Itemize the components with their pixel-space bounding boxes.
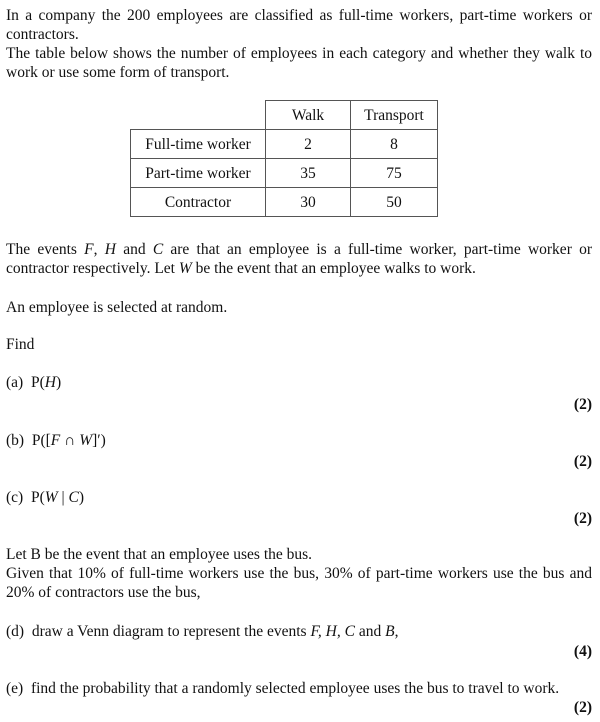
part-c: (c) P(W | C) <box>6 489 85 506</box>
row-label: Part-time worker <box>131 159 266 188</box>
employee-table <box>130 100 438 217</box>
bus-percentages: Given that 10% of full-time workers use the bus, 30% of part-time workers use the bus and 20% of contractors use the bus, <box>6 565 592 601</box>
cell-transport: 75 <box>351 159 438 188</box>
cell-transport: 50 <box>351 188 438 217</box>
marks-a: (2) <box>573 396 592 413</box>
cell-transport: 8 <box>351 130 438 159</box>
part-label: (e) <box>6 680 24 697</box>
table-header-walk: Walk <box>266 101 351 130</box>
find-text: Find <box>6 336 35 353</box>
events-definition: The events F, H and C are that an employee is a full-time worker, part-time worker or contractor respectively. Let W be the event that an employee walks to work. <box>6 241 592 277</box>
cell-walk: 2 <box>266 130 351 159</box>
row-label: Full-time worker <box>131 130 266 159</box>
table-row <box>131 159 438 188</box>
marks-c: (2) <box>573 510 592 527</box>
part-label: (c) <box>6 489 24 506</box>
table-row <box>131 188 438 217</box>
marks-b: (2) <box>573 453 592 470</box>
part-a: (a) P(H) <box>6 374 62 391</box>
part-label: (a) <box>6 374 24 391</box>
part-d: (d) draw a Venn diagram to represent the events F, H, C and B, <box>6 623 399 640</box>
row-label: Contractor <box>131 188 266 217</box>
table-header-row <box>131 101 438 130</box>
bus-definition: Let B be the event that an employee uses the bus. <box>6 546 313 563</box>
random-selection-text: An employee is selected at random. <box>6 299 228 316</box>
cell-walk: 35 <box>266 159 351 188</box>
table-corner <box>131 101 266 130</box>
part-label: (b) <box>6 432 25 449</box>
marks-d: (4) <box>573 643 592 660</box>
part-label: (d) <box>6 623 25 640</box>
marks-e: (2) <box>573 699 592 716</box>
table-row <box>131 130 438 159</box>
intro-line-2: The table below shows the number of employees in each category and whether they walk to work or use some form of transport. <box>6 45 592 81</box>
cell-walk: 30 <box>266 188 351 217</box>
intro-line-1: In a company the 200 employees are classified as full-time workers, part-time workers or contractors. <box>6 7 592 43</box>
part-e: (e) find the probability that a randomly selected employee uses the bus to travel to work. <box>6 680 560 697</box>
part-b: (b) P([F ∩ W]′) <box>6 432 106 449</box>
table-header-transport: Transport <box>351 101 438 130</box>
